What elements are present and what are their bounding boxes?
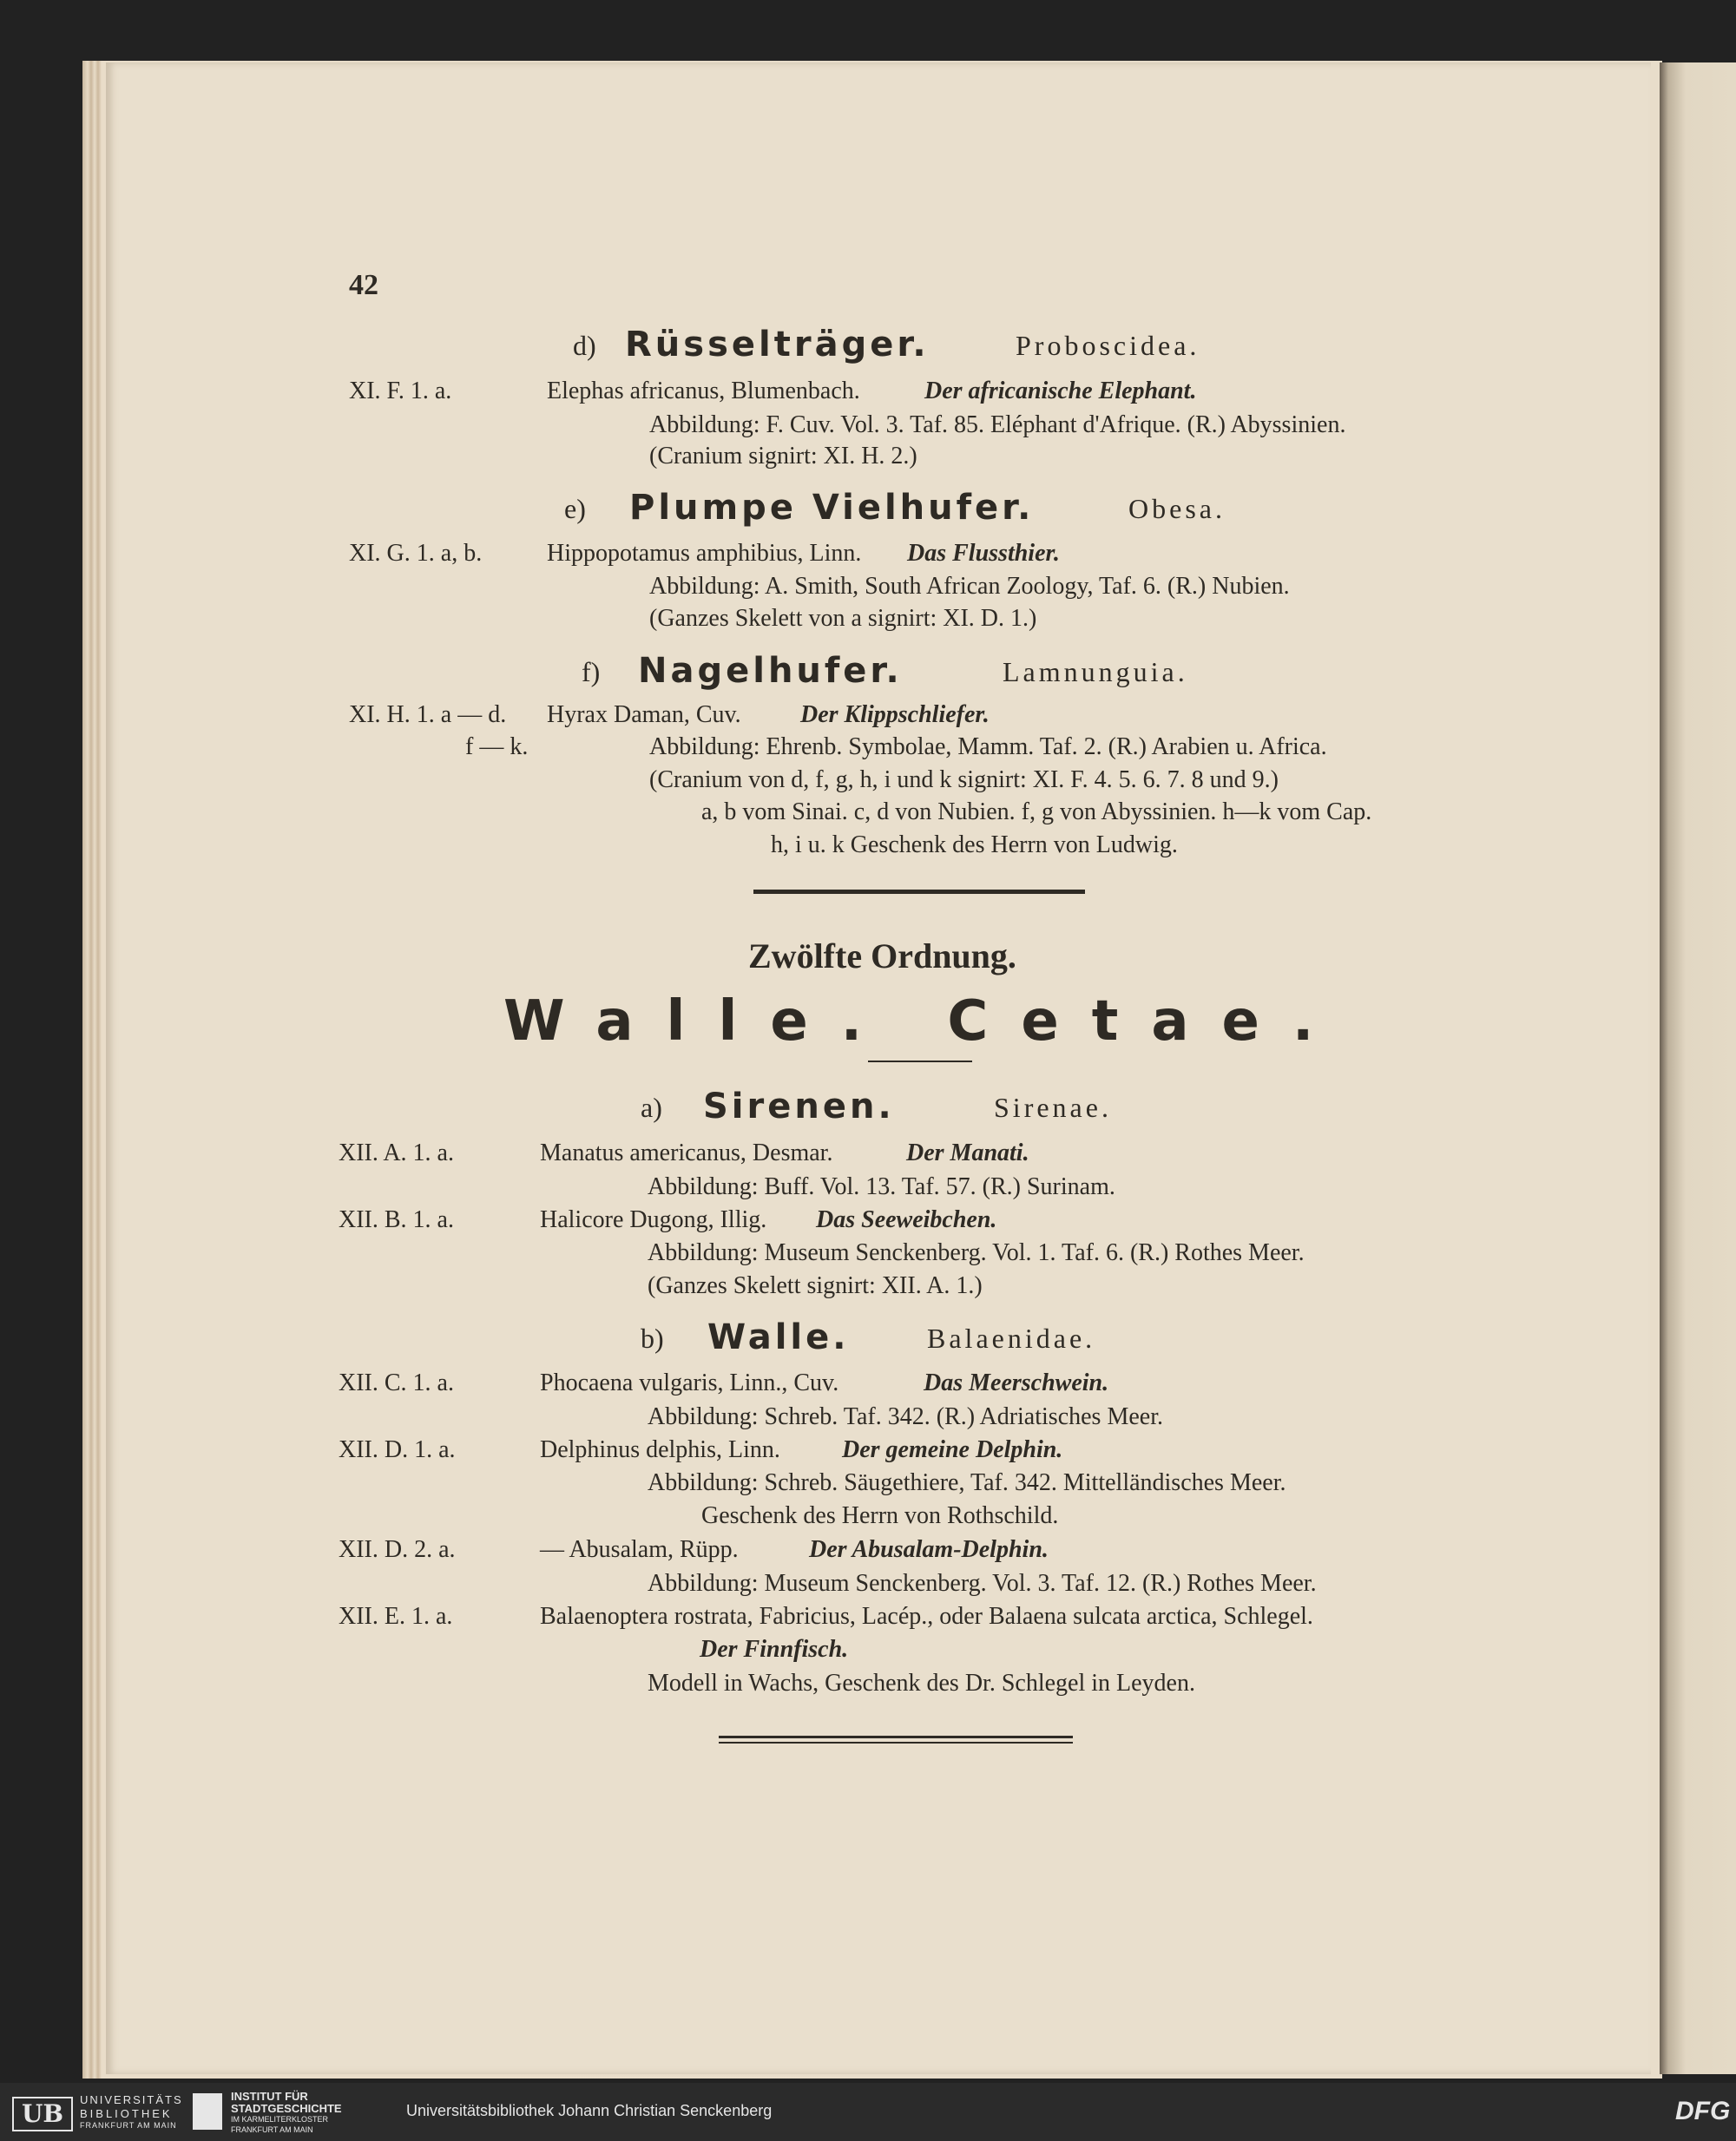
isg-line-4: FRANKFURT AM MAIN xyxy=(231,2125,313,2134)
entry-5-code: XII. B. 1. a. xyxy=(339,1206,454,1233)
entry-6-name: Phocaena vulgaris, Linn., Cuv. xyxy=(540,1369,839,1396)
entry-7-name: Delphinus delphis, Linn. xyxy=(540,1436,780,1463)
entry-6-line1: Abbildung: Schreb. Taf. 342. (R.) Adriatisches Meer. xyxy=(648,1403,1163,1430)
entry-7-line1: Abbildung: Schreb. Säugethiere, Taf. 342. Mittelländisches Meer. xyxy=(648,1469,1286,1496)
section-f-letter: f) xyxy=(582,656,601,687)
order-title: Walle. Cetae. xyxy=(503,989,1347,1054)
facing-page-edge xyxy=(1660,62,1736,2074)
entry-1-common: Der africanische Elephant. xyxy=(924,378,1197,404)
entry-5-line2: (Ganzes Skelett signirt: XII. A. 1.) xyxy=(648,1272,983,1299)
entry-9-code: XII. E. 1. a. xyxy=(339,1603,453,1630)
page-number: 42 xyxy=(349,269,378,301)
isg-logo-icon xyxy=(193,2093,222,2130)
entry-1-name: Elephas africanus, Blumenbach. xyxy=(547,378,860,404)
divider-rule-3b xyxy=(719,1742,1073,1744)
entry-2-common: Das Flussthier. xyxy=(907,540,1060,567)
library-name: Universitätsbibliothek Johann Christian Senckenberg xyxy=(406,2102,773,2119)
order-subtitle: Zwölfte Ordnung. xyxy=(748,936,1016,975)
section-b-letter: b) xyxy=(641,1323,664,1354)
entry-5-common: Das Seeweibchen. xyxy=(816,1206,997,1233)
entry-3-common: Der Klippschliefer. xyxy=(800,701,990,728)
section-e-letter: e) xyxy=(564,493,586,524)
footer-bar xyxy=(0,2083,1736,2141)
section-a-title: Sirenen. xyxy=(703,1087,895,1126)
section-b-title: Walle. xyxy=(707,1317,850,1357)
section-b-latin: Balaenidae. xyxy=(927,1323,1096,1354)
divider-rule-1 xyxy=(753,890,1085,894)
section-f-latin: Lamnunguia. xyxy=(1003,656,1188,687)
entry-4-line1: Abbildung: Buff. Vol. 13. Taf. 57. (R.) Surinam. xyxy=(648,1173,1115,1200)
ub-line-1: UNIVERSITÄTS xyxy=(80,2093,183,2106)
isg-line-1: INSTITUT FÜR xyxy=(231,2090,308,2103)
entry-3-line3: a, b vom Sinai. c, d von Nubien. f, g von Abyssinien. h—k vom Cap. xyxy=(701,798,1372,825)
section-e-latin: Obesa. xyxy=(1128,493,1226,524)
entry-4-name: Manatus americanus, Desmar. xyxy=(540,1139,833,1166)
entry-7-line2: Geschenk des Herrn von Rothschild. xyxy=(701,1502,1059,1529)
ub-line-3: FRANKFURT AM MAIN xyxy=(80,2121,177,2130)
entry-7-code: XII. D. 1. a. xyxy=(339,1436,456,1463)
section-a-letter: a) xyxy=(641,1092,662,1123)
entry-6-common: Das Meerschwein. xyxy=(924,1369,1109,1396)
entry-3-name: Hyrax Daman, Cuv. xyxy=(547,701,741,728)
divider-rule-3a xyxy=(719,1736,1073,1738)
entry-3-code2: f — k. xyxy=(465,733,529,760)
entry-8-common: Der Abusalam-Delphin. xyxy=(809,1536,1049,1563)
entry-5-line1: Abbildung: Museum Senckenberg. Vol. 1. Taf. 6. (R.) Rothes Meer. xyxy=(648,1239,1305,1266)
section-d-latin: Proboscidea. xyxy=(1016,330,1200,361)
entry-9-name: Balaenoptera rostrata, Fabricius, Lacép., oder Balaena sulcata arctica, Schlegel. xyxy=(540,1603,1313,1630)
entry-8-name: — Abusalam, Rüpp. xyxy=(540,1536,739,1563)
entry-2-line2: (Ganzes Skelett von a signirt: XI. D. 1.) xyxy=(649,605,1037,632)
entry-3-line1: Abbildung: Ehrenb. Symbolae, Mamm. Taf. 2. (R.) Arabien u. Africa. xyxy=(649,733,1327,760)
ub-line-2: BIBLIOTHEK xyxy=(80,2107,173,2120)
entry-9-common: Der Finnfisch. xyxy=(700,1636,849,1663)
entry-3-line4: h, i u. k Geschenk des Herrn von Ludwig. xyxy=(771,831,1178,858)
entry-3-code: XI. H. 1. a — d. xyxy=(349,701,507,728)
isg-line-2: STADTGESCHICHTE xyxy=(231,2102,342,2115)
entry-2-name: Hippopotamus amphibius, Linn. xyxy=(547,540,862,567)
dfg-logo: DFG xyxy=(1675,2097,1731,2125)
entry-5-name: Halicore Dugong, Illig. xyxy=(540,1206,767,1233)
entry-8-line1: Abbildung: Museum Senckenberg. Vol. 3. Taf. 12. (R.) Rothes Meer. xyxy=(648,1570,1317,1597)
entry-1-line1: Abbildung: F. Cuv. Vol. 3. Taf. 85. Eléphant d'Afrique. (R.) Abyssinien. xyxy=(649,411,1346,438)
entry-2-code: XI. G. 1. a, b. xyxy=(349,540,483,567)
entry-4-code: XII. A. 1. a. xyxy=(339,1139,454,1166)
section-e-title: Plumpe Vielhufer. xyxy=(629,488,1035,528)
ub-logo: UB xyxy=(12,2097,73,2131)
entry-1-line2: (Cranium signirt: XI. H. 2.) xyxy=(649,443,917,470)
section-a-latin: Sirenae. xyxy=(994,1092,1112,1123)
entry-8-code: XII. D. 2. a. xyxy=(339,1536,456,1563)
isg-line-3: IM KARMELITERKLOSTER xyxy=(231,2115,329,2124)
divider-rule-2 xyxy=(868,1061,972,1062)
entry-4-common: Der Manati. xyxy=(906,1139,1029,1166)
entry-7-common: Der gemeine Delphin. xyxy=(842,1436,1063,1463)
entry-6-code: XII. C. 1. a. xyxy=(339,1369,454,1396)
section-d-title: Rüsselträger. xyxy=(625,325,930,364)
entry-9-line1: Modell in Wachs, Geschenk des Dr. Schlegel in Leyden. xyxy=(648,1670,1195,1697)
entry-3-line2: (Cranium von d, f, g, h, i und k signirt: XI. F. 4. 5. 6. 7. 8 und 9.) xyxy=(649,766,1279,793)
section-d-letter: d) xyxy=(573,330,596,361)
section-f-title: Nagelhufer. xyxy=(638,651,903,691)
entry-2-line1: Abbildung: A. Smith, South African Zoology, Taf. 6. (R.) Nubien. xyxy=(649,573,1290,600)
entry-1-code: XI. F. 1. a. xyxy=(349,378,452,404)
